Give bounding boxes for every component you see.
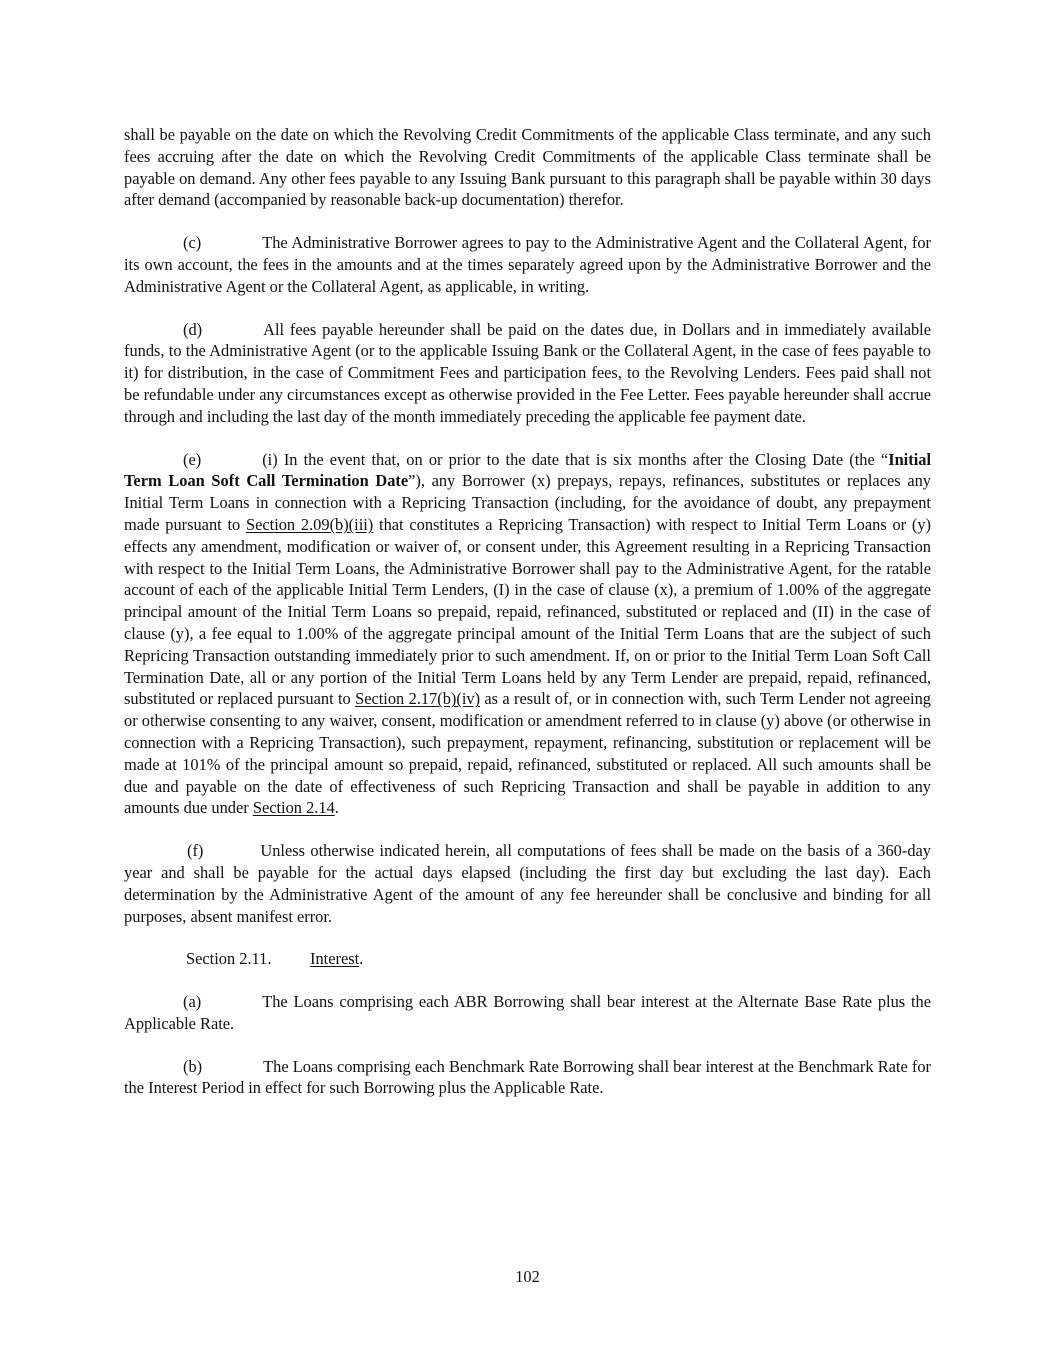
page-number: 102 — [515, 1267, 540, 1286]
clause-label-f: (f) — [187, 841, 204, 861]
section-reference: Section 2.09(b)(iii) — [245, 514, 374, 534]
clause-label-c: (c) — [183, 233, 202, 253]
section-number: Section 2.11. — [186, 949, 272, 969]
paragraph-interest-b: (b) The Loans comprising each Benchmark Rate Borrowing shall bear interest at the Benchmark Rate for the Interest Period in effect for such Borrowing plus the Applicable Rate. — [124, 1056, 931, 1098]
paragraph-interest-a: (a) The Loans comprising each ABR Borrowing shall bear interest at the Alternate Base Rate plus the Applicable Rate. — [124, 992, 931, 1033]
paragraph-continuation: shall be payable on the date on which the Revolving Credit Commitments of the applicable Class terminate, and any such fees accruing after the date on which the Revolving Credit Commitments of the applicable Class terminate shall be payable on demand. Any other fees payable to any Issuing Bank pursuant to this paragraph shall be payable within 30 days after demand (accompanied by reasonable back-up documentation) therefor. — [124, 125, 931, 210]
defined-term: Initial Term Loan Soft Call Termination Date — [124, 449, 931, 491]
clause-label-b: (b) — [183, 1056, 203, 1076]
document-body — [124, 124, 931, 1120]
section-heading: Section 2.11. Interest. — [186, 949, 364, 969]
section-title: Interest — [310, 949, 360, 969]
section-reference: Section 2.17(b)(iv) — [355, 689, 481, 709]
paragraph-d: (d) All fees payable hereunder shall be paid on the dates due, in Dollars and in immediately available funds, to the Administrative Agent (or to the applicable Issuing Bank or the Collateral Agent, in the case of fees payable to it) for distribution, in the case of Commitment Fees and participation fees, to the Revolving Lenders. Fees paid shall not be refundable under any circumstances except as otherwise provided in the Fee Letter. Fees payable hereunder shall accrue through and including the last day of the month immediately preceding the applicable fee payment date. — [124, 319, 931, 426]
paragraph-f: (f) Unless otherwise indicated herein, all computations of fees shall be made on the basis of a 360-day year and shall be payable for the actual days elapsed (including the first day but excluding the last day). Each determination by the Administrative Agent of the amount of any fee hereunder shall be conclusive and binding for all purposes, absent manifest error. — [124, 841, 931, 926]
clause-label-d: (d) — [183, 319, 203, 339]
clause-label-e: (e) — [183, 449, 202, 469]
section-reference: Section 2.14 — [252, 798, 335, 818]
paragraph-c: (c) The Administrative Borrower agrees to pay to the Administrative Agent and the Collateral Agent, for its own account, the fees in the amounts and at the times separately agreed upon by the Administrative Borrower and the Administrative Agent or the Collateral Agent, as applicable, in writing. — [124, 233, 931, 296]
clause-label-a: (a) — [183, 992, 202, 1012]
paragraph-e: (e) (i) In the event that, on or prior to the date that is six months after the Closing Date (the “Initial Term Loan Soft Call Termination Date”), any Borrower (x) prepays, repays, refinances, substitutes or replaces any Initial Term Loans in connection with a Repricing Transaction (including, for the avoidance of doubt, any prepayment made pursuant to Section 2.09(b)(iii) that constitutes a Repricing Transaction) with respect to Initial Term Loans or (y) effects any amendment, modification or waiver of, or consent under, this Agreement resulting in a Repricing Transaction with respect to the Initial Term Loans, the Administrative Borrower shall pay to the Administrative Agent, for the ratable account of each of the applicable Initial Term Lenders, (I) in the case of clause (x), a premium of 1.00% of the aggregate principal amount of the Initial Term Loans so prepaid, repaid, refinanced, substituted or replaced and (II) in the case of clause (y), a fee equal to 1.00% of the aggregate principal amount of the Initial Term Loans that are the subject of such Repricing Transaction outstanding immediately prior to such amendment. If, on or prior to the Initial Term Loan Soft Call Termination Date, all or any portion of the Initial Term Loans held by any Term Lender are prepaid, repaid, refinanced, substituted or replaced pursuant to Section 2.17(b)(iv) as a result of, or in connection with, such Term Lender not agreeing or otherwise consenting to any waiver, consent, modification or amendment referred to in clause (y) above (or otherwise in connection with a Repricing Transaction), such prepayment, repayment, refinancing, substitution or replacement will be made at 101% of the principal amount so prepaid, repaid, refinanced, substituted or replaced. All such amounts shall be due and payable on the date of effectiveness of such Repricing Transaction and shall be payable in addition to any amounts due under Section 2.14. — [124, 449, 931, 818]
